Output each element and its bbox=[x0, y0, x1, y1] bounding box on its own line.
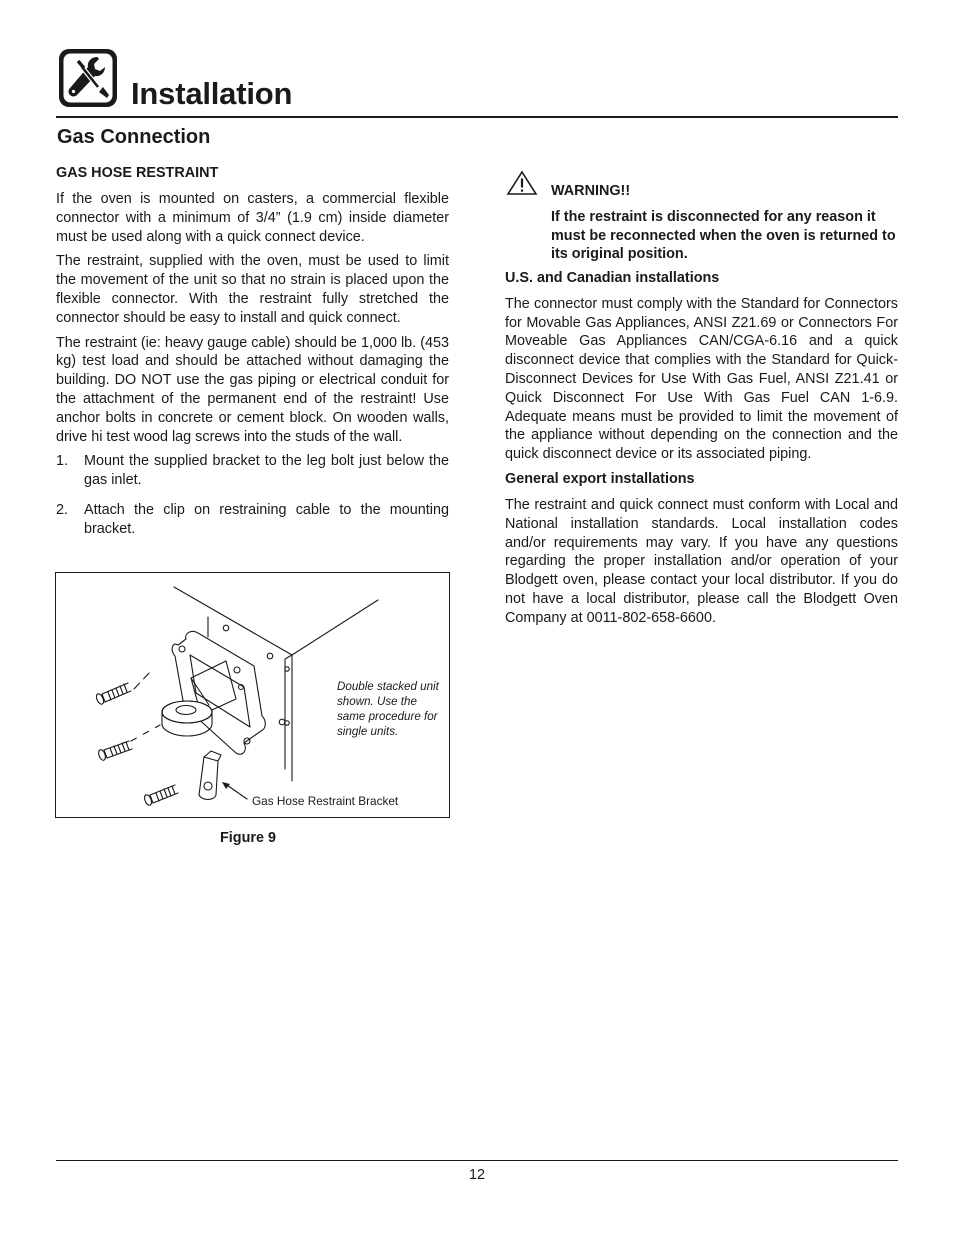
export-heading: General export installations bbox=[505, 470, 695, 487]
step-number: 2. bbox=[56, 501, 69, 518]
right-column bbox=[505, 170, 898, 634]
figure-caption: Figure 9 bbox=[220, 830, 276, 846]
page-number: 12 bbox=[468, 1167, 485, 1183]
left-column bbox=[56, 164, 449, 550]
warning-title: WARNING!! bbox=[551, 183, 631, 199]
paragraph: If the oven is mounted on casters, a commercial flexible connector with a minimum of 3/4” (1.9 cm) inside diameter must be used along with a quick connect device. bbox=[56, 191, 449, 245]
footer-rule bbox=[56, 1160, 898, 1161]
header-rule bbox=[56, 116, 898, 118]
paragraph: The restraint (ie: heavy gauge cable) should be 1,000 lb. (453 kg) test load and should be attached without damaging the building. DO NOT use the gas piping or electrical conduit for the attachment of the permanent end of the restraint! Use anchor bolts in concrete or cement block. On wooden walls, drive hi test wood lag screws into the studs of the wall. bbox=[56, 334, 449, 445]
warning-header bbox=[505, 170, 898, 204]
page-title: Installation bbox=[131, 76, 293, 111]
us-canadian-text: The connector must comply with the Standard for Connectors for Movable Gas Appliances, ANSI Z21.69 or Connectors For Moveable Gas Appliances CAN/CGA-6.16 and a quick disconnect device that complies with the Standard for Quick-Disconnect Devices for Use With Gas Fuel, ANSI Z21.41 or Quick Disconnect For Use With Gas Fuel CAN 1-6.9. Adequate means must be provided to limit the movement of the appliance without depending on the connection and the quick disconnect device or its associated piping. bbox=[505, 295, 898, 463]
warning-text: If the restraint is disconnected for any reason it must be reconnected when the oven is returned to its original position. bbox=[551, 209, 896, 263]
step-number: 1. bbox=[56, 453, 69, 470]
bracket-callout-label: Gas Hose Restraint Bracket bbox=[252, 794, 399, 808]
gas-hose-restraint-heading: GAS HOSE RESTRAINT bbox=[56, 165, 219, 181]
step-item bbox=[56, 452, 449, 490]
us-canadian-heading: U.S. and Canadian installations bbox=[505, 269, 720, 286]
section-title: Gas Connection bbox=[57, 126, 211, 148]
export-text: The restraint and quick connect must conform with Local and National installation standards. Local installation codes and/or requirements may vary. If you have any questions regarding the proper installation and/or operation of your Blodgett oven, please contact your local distributor. If you do not have a local distributor, please call the Blodgett Oven Company at 0011-802-658-6600. bbox=[505, 496, 898, 626]
figure-note: Double stacked unit shown. Use the same procedure for single units. bbox=[337, 680, 439, 738]
step-text: Mount the supplied bracket to the leg bolt just below the gas inlet. bbox=[84, 453, 449, 489]
warning-triangle-icon bbox=[506, 170, 538, 196]
paragraph: The restraint, supplied with the oven, must be used to limit the movement of the unit so that no strain is placed upon the flexible connector. With the restraint fully stretched the connector should be easy to install and quick connect. bbox=[56, 253, 449, 326]
step-text: Attach the clip on restraining cable to the mounting bracket. bbox=[84, 501, 449, 537]
step-item bbox=[56, 501, 449, 539]
figure-9 bbox=[55, 572, 450, 818]
tools-icon bbox=[57, 47, 119, 109]
